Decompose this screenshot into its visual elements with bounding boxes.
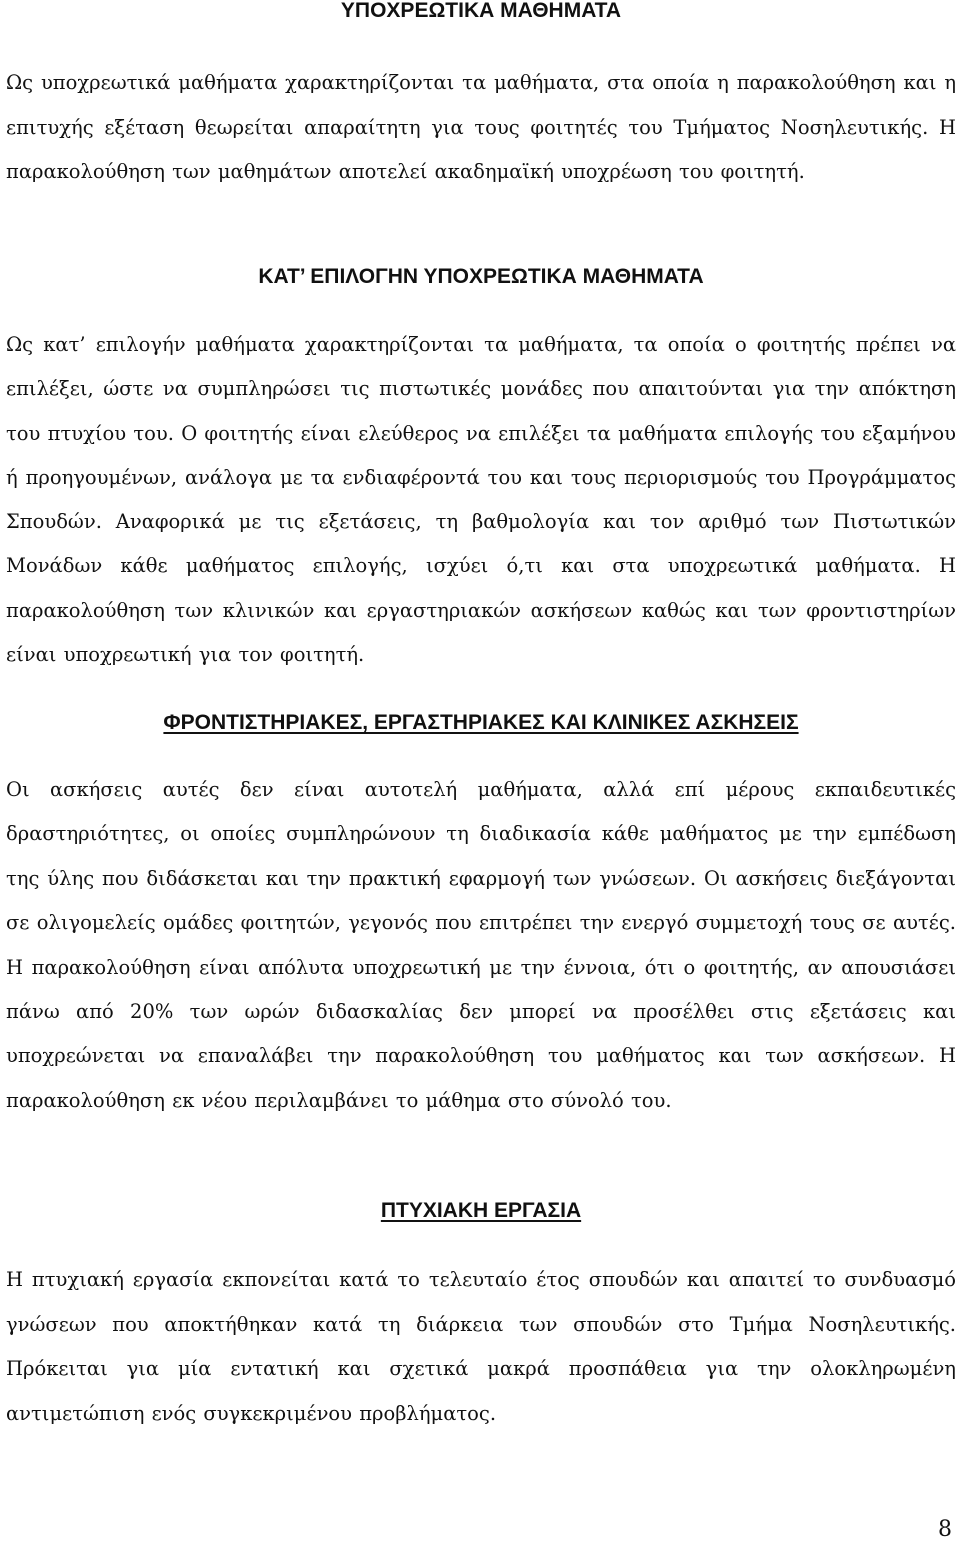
- section-heading-thesis: ΠΤΥΧΙΑΚΗ ΕΡΓΑΣΙΑ: [380, 1199, 582, 1222]
- section-body-elective-courses: Ως κατ’ επιλογήν μαθήματα χαρακτηρίζονται τα μαθήματα, τα οποία ο φοιτητής πρέπει να επιλέξει, ώστε να συμπληρώσει τις πιστωτικές μονάδες που απαιτούνται για την απόκτηση του πτυχίου του. Ο φοιτητής είναι ελεύθερος να επιλέξει τα μαθήματα επιλογής του εξαμήνου ή προηγουμένων, ανάλογα με τα ενδιαφέροντά του και τους περιορισμούς του Προγράμματος Σπουδών. Αναφορικά με τις εξετάσεις, τη βαθμολογία και τον αριθμό των Πιστωτικών Μονάδων κάθε μαθήματος επιλογής, ισχύει ό,τι και στα υποχρεωτικά μαθήματα. Η παρακολούθηση των κλινικών και εργαστηριακών ασκήσεων καθώς και των φροντιστηρίων είναι υποχρεωτική για τον φοιτητή.: [6, 333, 956, 667]
- section-body-mandatory-courses: Ως υποχρεωτικά μαθήματα χαρακτηρίζονται τα μαθήματα, στα οποία η παρακολούθηση και η επιτυχής εξέταση θεωρείται απαραίτητη για τους φοιτητές του Τμήματος Νοσηλευτικής. Η παρακολούθηση των μαθημάτων αποτελεί ακαδημαϊκή υποχρέωση του φοιτητή.: [6, 71, 956, 183]
- section-heading-practical-exercises: ΦΡΟΝΤΙΣΤΗΡΙΑΚΕΣ, ΕΡΓΑΣΤΗΡΙΑΚΕΣ ΚΑΙ ΚΛΙΝΙΚΕΣ ΑΣΚΗΣΕΙΣ: [163, 711, 799, 734]
- section-heading-elective-courses: ΚΑΤ’ ΕΠΙΛΟΓΗΝ ΥΠΟΧΡΕΩΤΙΚΑ ΜΑΘΗΜΑΤΑ: [258, 265, 704, 288]
- section-body-thesis: Η πτυχιακή εργασία εκπονείται κατά το τελευταίο έτος σπουδών και απαιτεί το συνδυασμό γνώσεων που αποκτήθηκαν κατά τη διάρκεια των σπουδών στο Τμήμα Νοσηλευτικής. Πρόκειται για μία εντατική και σχετικά μακρά προσπάθεια για την ολοκληρωμένη αντιμετώπιση ενός συγκεκριμένου προβλήματος.: [6, 1268, 956, 1425]
- section-heading-mandatory-courses: ΥΠΟΧΡΕΩΤΙΚΑ ΜΑΘΗΜΑΤΑ: [340, 0, 622, 22]
- page-number: 8: [938, 1517, 952, 1542]
- section-body-practical-exercises: Οι ασκήσεις αυτές δεν είναι αυτοτελή μαθήματα, αλλά επί μέρους εκπαιδευτικές δραστηριότητες, οι οποίες συμπληρώνουν τη διαδικασία κάθε μαθήματος με την εμπέδωση της ύλης που διδάσκεται και την πρακτική εφαρμογή των γνώσεων. Οι ασκήσεις διεξάγονται σε ολιγομελείς ομάδες φοιτητών, γεγονός που επιτρέπει την ενεργό συμμετοχή τους σε αυτές. Η παρακολούθηση είναι απόλυτα υποχρεωτική με την έννοια, ότι ο φοιτητής, αν απουσιάσει πάνω από 20% των ωρών διδασκαλίας δεν μπορεί να προσέλθει στις εξετάσεις και υποχρεώνεται να επαναλάβει την παρακολούθηση του μαθήματος και των ασκήσεων. Η παρακολούθηση εκ νέου περιλαμβάνει το μάθημα στο σύνολό του.: [6, 778, 956, 1112]
